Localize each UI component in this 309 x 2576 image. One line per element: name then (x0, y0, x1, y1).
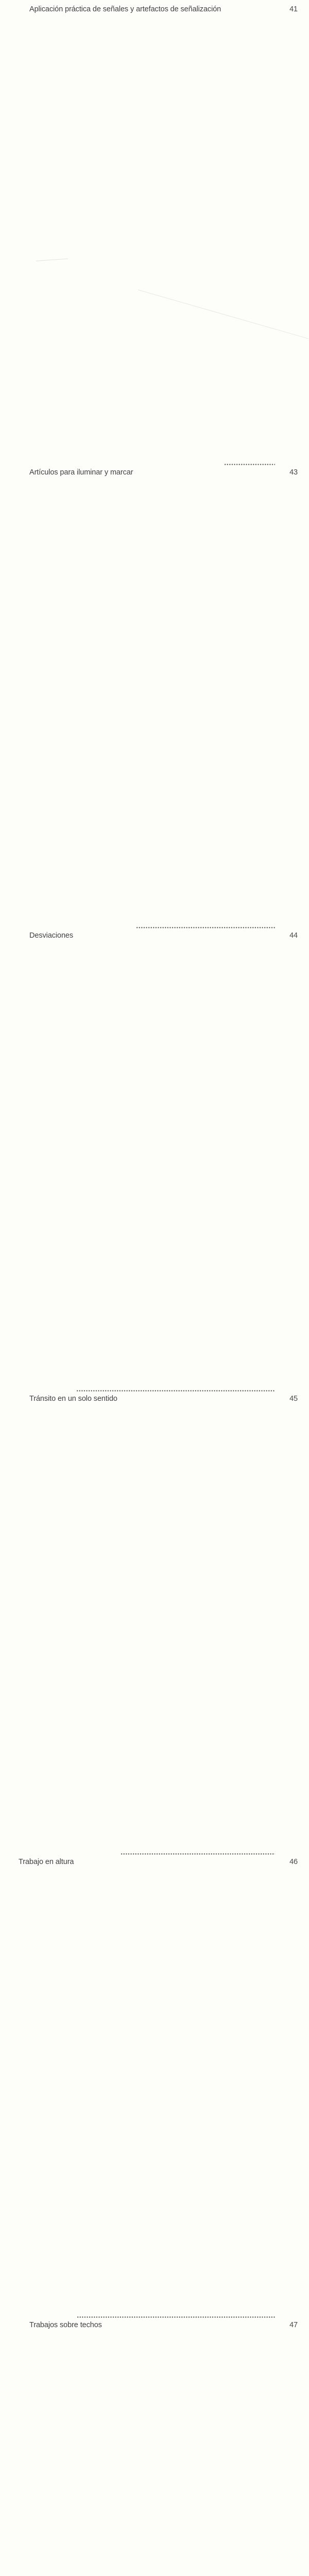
page-number: 41 (275, 4, 298, 467)
dot-leader (225, 464, 275, 465)
dot-leader (136, 927, 275, 928)
toc-entry (0, 467, 298, 930)
toc-entry-label: Desviaciones (29, 931, 74, 940)
table-of-contents (0, 4, 309, 2576)
toc-entry-label: Aplicación práctica de señales y artefactos de señalización (29, 5, 221, 13)
dot-leader (77, 2316, 275, 2318)
toc-entry (0, 1394, 298, 1857)
dot-leader (121, 1853, 275, 1855)
dot-leader (77, 1390, 275, 1392)
toc-entry-label: Trabajos sobre techos (29, 2321, 102, 2329)
toc-entry (0, 2320, 298, 2576)
toc-entry (0, 1857, 298, 2320)
toc-entry-label: Trabajo en altura (19, 1858, 74, 1866)
page-number: 43 (275, 467, 298, 930)
toc-entry-label: Artículos para iluminar y marcar (29, 468, 133, 477)
toc-entry-label: Tránsito en un solo sentido (29, 1395, 117, 1403)
page-number: 45 (275, 1394, 298, 1857)
page-number: 46 (275, 1857, 298, 2320)
toc-entry (0, 4, 298, 467)
toc-entry (0, 930, 298, 1394)
page-number: 44 (275, 930, 298, 1394)
page-number: 47 (275, 2320, 298, 2576)
